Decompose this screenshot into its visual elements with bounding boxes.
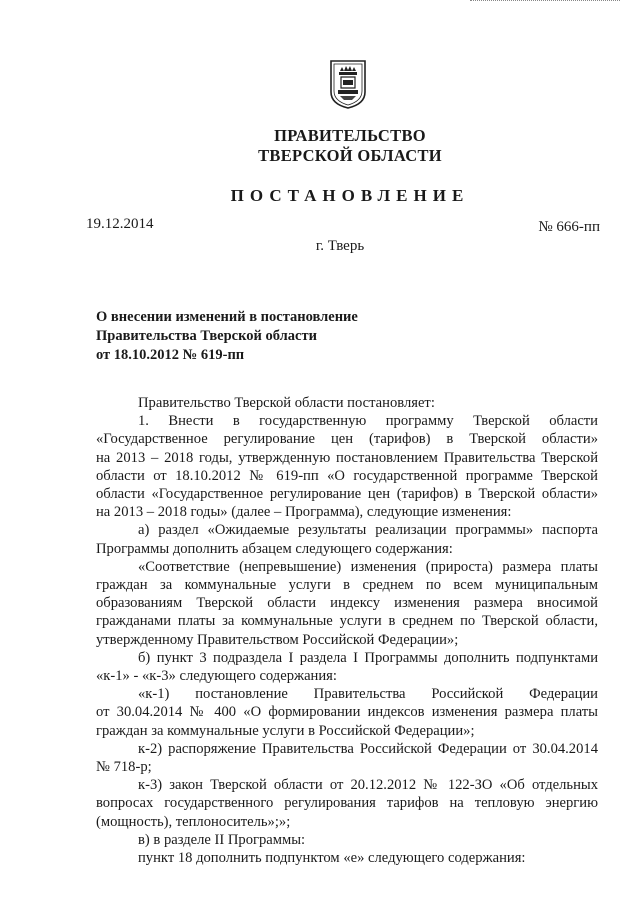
subitem-k1-line: от 30.04.2014 № 400 «О формировании индексов изменения размера платы (96, 704, 598, 721)
document-body (96, 394, 598, 867)
paragraph-1-line: области «Государственное регулирование цен (тарифов) в Тверской области» (96, 486, 598, 503)
subitem-k2-line: № 718-р; (96, 759, 152, 776)
document-type: ПОСТАНОВЛЕНИЕ (230, 186, 470, 205)
government-title-line1: ПРАВИТЕЛЬСТВО (274, 126, 426, 145)
subitem-k3-line: к-3) закон Тверской области от 20.12.2012 № 122-ЗО «Об отдельных (138, 777, 598, 794)
subject-line: от 18.10.2012 № 619-пп (96, 347, 245, 363)
item-a-line: а) раздел «Ожидаемые результаты реализации программы» паспорта (138, 522, 598, 539)
subitem-k3-line: вопросах государственного регулирования тарифов на тепловую энергию (96, 795, 598, 812)
quote-line: утвержденному Правительством Российской Федерации»; (96, 631, 459, 648)
item-b-line: б) пункт 3 подраздела I раздела I Программы дополнить подпунктами (138, 649, 598, 666)
subitem-k3-line: (мощность), теплоноситель»;»; (96, 813, 291, 830)
paragraph-1-line: 1. Внести в государственную программу Тверской области (138, 413, 598, 430)
subject-line: О внесении изменений в постановление (96, 309, 358, 325)
item-b-line: «к-1» - «к-3» следующего содержания: (96, 668, 337, 685)
quote-line: граждан за коммунальные услуги в среднем по всем муниципальным (96, 577, 598, 594)
quote-line: «Соответствие (непревышение) изменения (прироста) размера платы (138, 558, 598, 575)
government-title-line2: ТВЕРСКОЙ ОБЛАСТИ (258, 146, 442, 165)
body-intro: Правительство Тверской области постановляет: (138, 395, 435, 411)
paragraph-1-line: на 2013 – 2018 годы» (далее – Программа), следующие изменения: (96, 504, 512, 521)
scan-edge-mark (470, 0, 620, 4)
paragraph-1-line: на 2013 – 2018 годы, утвержденную постановлением Правительства Тверской (96, 449, 598, 466)
point-18-line: пункт 18 дополнить подпунктом «е» следующего содержания: (138, 850, 526, 867)
paragraph-1-line: «Государственное регулирование цен (тарифов) в Тверской области» (96, 431, 598, 448)
document-date: 19.12.2014 (86, 216, 154, 232)
subitem-k2-line: к-2) распоряжение Правительства Российской Федерации от 30.04.2014 (138, 740, 598, 757)
document-number: № 666-пп (538, 219, 600, 235)
subject-line: Правительства Тверской области (96, 328, 317, 344)
document-subject (96, 308, 358, 365)
paragraph-1-line: области от 18.10.2012 № 619-пп «О государственной программе Тверской (96, 467, 598, 484)
coat-of-arms-icon (328, 58, 368, 110)
item-v-line: в) в разделе II Программы: (138, 831, 306, 848)
subitem-k1-line: «к-1) постановление Правительства Российской Федерации (138, 686, 598, 703)
subitem-k1-line: граждан за коммунальные услуги в Российской Федерации»; (96, 722, 475, 739)
item-a-line: Программы дополнить абзацем следующего содержания: (96, 540, 453, 557)
quote-line: гражданами платы за коммунальные услуги в среднем по Тверской области, (96, 613, 598, 630)
quote-line: образованиям Тверской области индексу изменения размера вносимой (96, 595, 598, 612)
document-city: г. Тверь (315, 238, 365, 254)
